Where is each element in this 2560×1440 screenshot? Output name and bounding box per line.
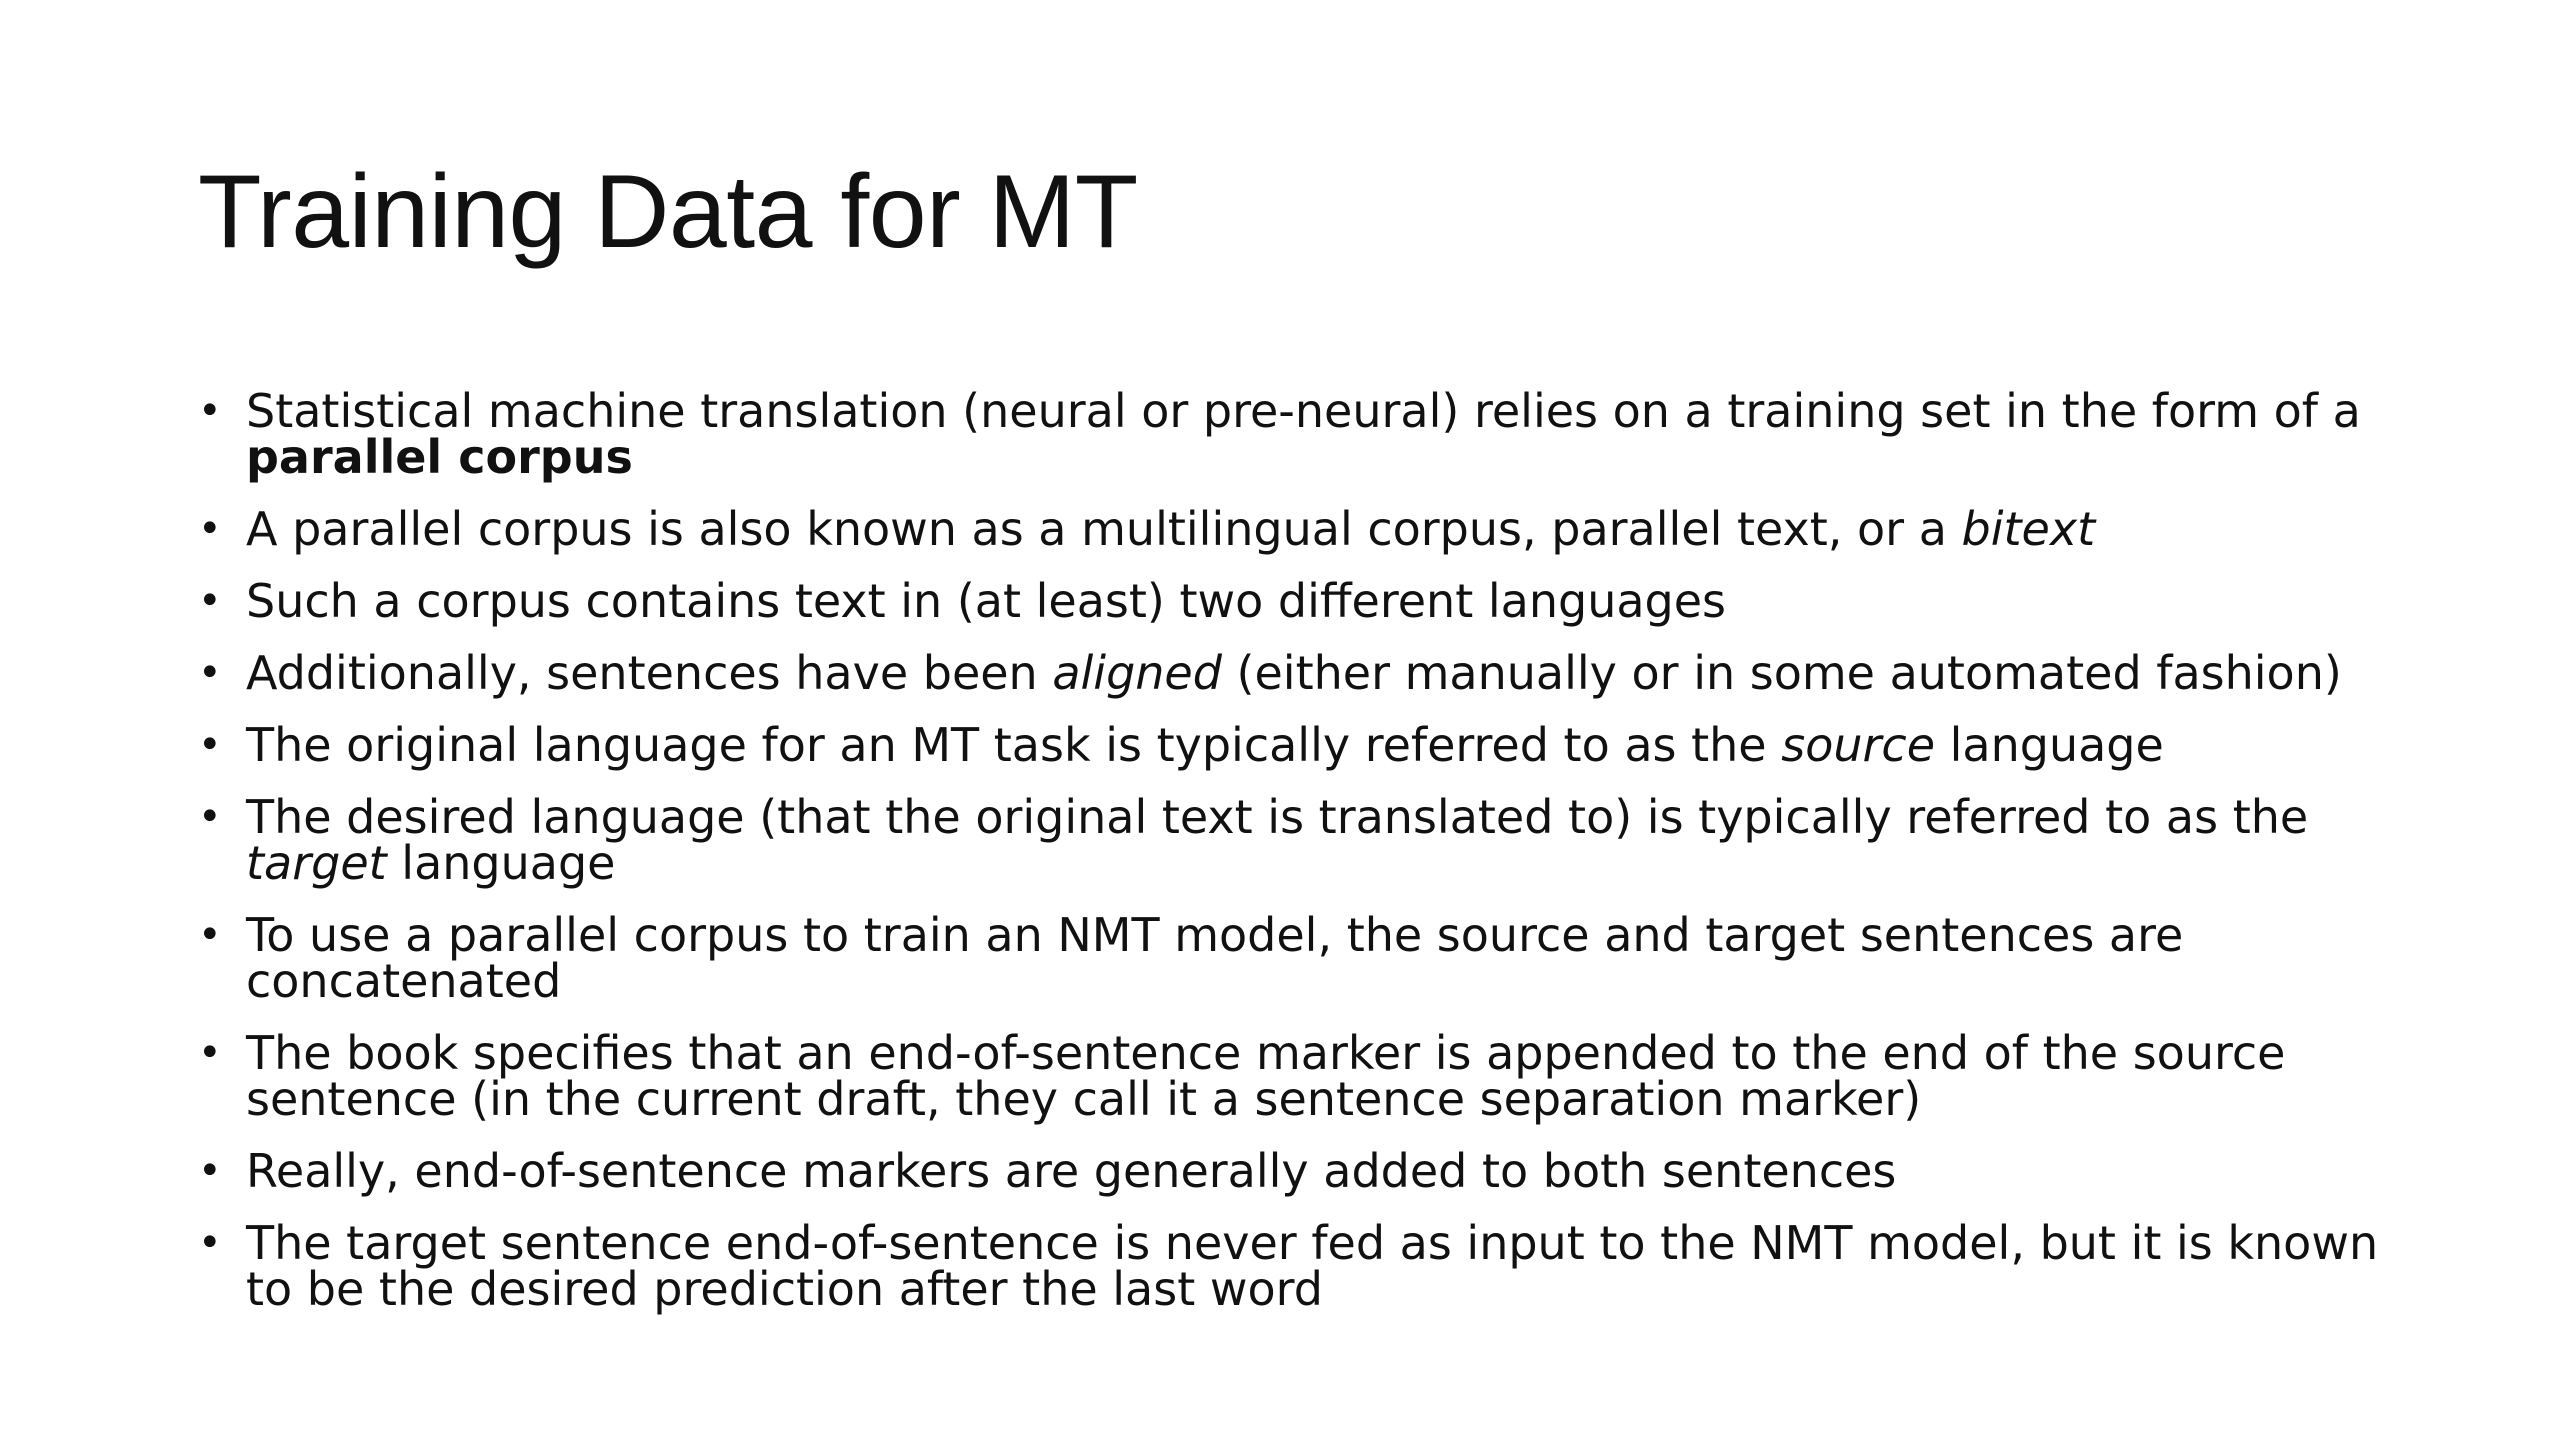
bullet-segment: The desired language (that the original text is translated to) is typically referred to as the: [246, 790, 2309, 844]
bullet-segment: The original language for an MT task is typically referred to as the: [246, 718, 1782, 772]
bullet-item: [198, 1216, 2438, 1316]
bullet-text: [246, 790, 2308, 890]
bullet-segment-italic: source: [1781, 718, 1936, 772]
bullet-marker: •: [198, 506, 222, 552]
bullet-marker: •: [198, 912, 222, 958]
bullet-marker: •: [198, 722, 222, 768]
bullet-text: [246, 718, 2164, 772]
bullet-item: [198, 384, 2438, 484]
bullet-marker: •: [198, 578, 222, 624]
bullet-segment: To use a parallel corpus to train an NMT model, the source and target sentences are concatenated: [246, 908, 2184, 1008]
bullet-item: [198, 1026, 2438, 1126]
bullet-item: [198, 790, 2438, 890]
bullet-marker: •: [198, 1030, 222, 1076]
bullet-item: [198, 1144, 2438, 1198]
bullet-item: [198, 502, 2438, 556]
bullet-marker: •: [198, 1220, 222, 1266]
bullet-segment-italic: bitext: [1961, 502, 2096, 556]
bullet-segment: The target sentence end-of-sentence is never fed as input to the NMT model, but it is known to be the desired prediction after the last word: [246, 1216, 2379, 1316]
bullet-item: [198, 646, 2438, 700]
bullet-segment: Statistical machine translation (neural or pre-neural) relies on a training set in the form of a: [246, 384, 2361, 438]
bullet-list: [198, 384, 2438, 1338]
bullet-item: [198, 908, 2438, 1008]
bullet-text: [246, 1216, 2378, 1316]
bullet-marker: •: [198, 1148, 222, 1194]
bullet-segment-italic: target: [246, 836, 387, 890]
bullet-segment-bold: parallel corpus: [246, 430, 633, 484]
bullet-segment: language: [1935, 718, 2164, 772]
bullet-text: [246, 1144, 1896, 1198]
bullet-text: [246, 502, 2095, 556]
bullet-item: [198, 574, 2438, 628]
bullet-segment: A parallel corpus is also known as a multilingual corpus, parallel text, or a: [246, 502, 1962, 556]
bullet-segment: The book specifies that an end-of-sentence marker is appended to the end of the source sentence (in the current draft, they call it a sentence separation marker): [246, 1026, 2286, 1126]
bullet-marker: •: [198, 794, 222, 840]
bullet-text: [246, 908, 2183, 1008]
bullet-text: [246, 646, 2342, 700]
bullet-segment-italic: aligned: [1052, 646, 1222, 700]
bullet-marker: •: [198, 650, 222, 696]
bullet-segment: (either manually or in some automated fashion): [1221, 646, 2342, 700]
bullet-item: [198, 718, 2438, 772]
bullet-text: [246, 1026, 2285, 1126]
bullet-segment: Such a corpus contains text in (at least) two different languages: [246, 574, 1726, 628]
bullet-text: [246, 384, 2361, 484]
bullet-text: [246, 574, 1726, 628]
bullet-marker: •: [198, 388, 222, 434]
bullet-segment: Additionally, sentences have been: [246, 646, 1053, 700]
bullet-segment: language: [386, 836, 616, 890]
bullet-segment: Really, end-of-sentence markers are generally added to both sentences: [246, 1144, 1897, 1198]
slide-title: Training Data for MT: [198, 154, 1138, 270]
